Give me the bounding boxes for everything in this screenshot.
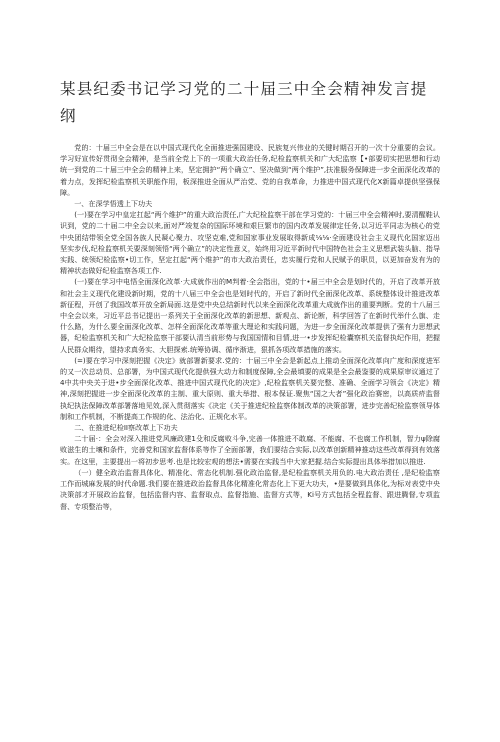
paragraph-intro: 党的：十届三中全会是在以中国式现代化全面推进强国建设、民族复兴伟业的关键时期召开的一次十分重要的会议。学习好宣传好贯彻全会精神，是当前全党上下的一项重大政治任务,纪检监察机关和广大纪监察【•部要切实把思想和行动统一到党的二十届三中全会的精神上来，坚定拥护“两个确立”、坚决做到“两个维护”,扶准服务保障进一步全面深化改革的着力点，发挥纪检监察机关职能作用，板深推进全面从严治党、党的自我革命，力推进中国式现代化X新篇卓提供坚强保障。 bbox=[60, 143, 440, 197]
paragraph-2-intro: 二十届·：全会对深入推进党风廉政建1殳和反腐败斗争,完善一体推进不敢腐、不能腐、不也腐工作机制，智力ψ除腐败滋生的土壤和条件，完善党和国家监督体系等作了全面部署，我们要结合实际,以改革创新精神推动这些改革得到有效落实。在这里，主要提出一将初步思考.也是比较宏观的想法•需要在实践当中大家把握.结合实际提出具体举措加以推进. bbox=[60, 434, 440, 466]
paragraph-1-2: (一)要在学习中电悟全面深化改革·大成就作出的M判着·全会指出，党的十•届三中全会是划时代的，开启了改革开放和社会主义现代化建设新时期，党的十八届三中全会也是划时代的，开启了新时代全面深化改革、系统整体设计推进改革新征程，开创了我国改革开放全新局面.这是党中央总结新时代以来全面深化改革重大成就作出的重要判断。党的十八届三中全会以来，习近平总书记提出一系列关于全面深化改革的新思想、新观点、新论断，科学回答了在新时代举什么旗、走什么路，为什么要全面深化改革、怎样全面深化改革等重大理论和实践问题，为进一步全面深化改革提供了强有力思想武器，纪检监察机关和广大纪检监察干部要认清当前形势与我国国情和目情,进一•步发挥纪检囊察机关监督执纪作用，把握人民群众期待，望持求真务实、大胆探索.统筹协调、循序渐进，狠抓各项改革措施的落实。 bbox=[60, 277, 440, 354]
paragraph-1-1: (一)要在学习中皇定扛起“两个维护”的重大政治责任,广大纪检监察干部在学习党的：十届三中全会精神时,要清醒鞋认识到，党的二十届二中全会以来,面对严竣复杂的国际环境和艰巨繁市的国内改革发展律定任务,以习近平同志为核心的党中央团结带领全党全国各族人民凝心聚力、攻坚克难,党和国家事业发展取得新成⅛⅛·全面建设社会主义现代化国家迈出坚实步伐,纪检监察机关要深刻领悟“两个确立”的决定性意义，始终用习近平新时代中国特色社会主义思想武装头脑、指导实践、统领纪检监察•切工作，坚定扛起“两个维护”的市大政治责任，忠实履行党和人民赋予的职员，以更加奋发有为的精神状态做好纪检监察各项工作. bbox=[60, 210, 440, 276]
document-body bbox=[60, 142, 440, 742]
paragraph-1-3: (=)要在学习中深刻把握《决定》就部署新要求.党的：十届三中全会是新起点上推动全面深化改革向广度和深度进军的又一次总动员、总部署，为中国式现代化提供强大动力和制度保障,全会最填要的成果是全会最鉴要的成果原审议通过了4中共中央关于进•步全面深化改革、推进中国式现代化的决定》,纪检监察机关要完整、准确、全面学习领会《决定》精神,深刻把握进一步全面深化改革的主制、重大原则、重大举措、根本保证.聚焦“国之大者”强化政治赛密，以高质疥监督执纪执法保障改革部署落地见效,深入贯彻落实《决定《关于推进纪检监察体制改革的决策部署，进步完善纪检监察领导体制和工作机制，不断提高工作规的化、法治化、正规化水平。 bbox=[60, 355, 440, 421]
document-title: 某县纪委书记学习党的二十届三中全会精神发言提纲 bbox=[60, 80, 428, 125]
section-heading-2: 二、在推进纪检II察改革上下功夫 bbox=[74, 423, 178, 433]
section-heading-1: 一、在深学悟透上下功夫 bbox=[74, 199, 153, 209]
paragraph-2-1: （一）健全政治监督具体化、精准化、常态化机制.强化政治监督,是纪检监察机关用负的.电大政治责任 ,是纪检监察工作而城麻发展的时代命题.我们要在推进政治监督具体化精准化常态化上下更大功夫，•是要做到具体化,为标对表党中央决策部才开展政治监督，包括监督内容、监督取点、监督指施、监督方式等，Ki号方式包括全程监督、跟进腾督,专项监督、专项整治等， bbox=[60, 467, 440, 511]
